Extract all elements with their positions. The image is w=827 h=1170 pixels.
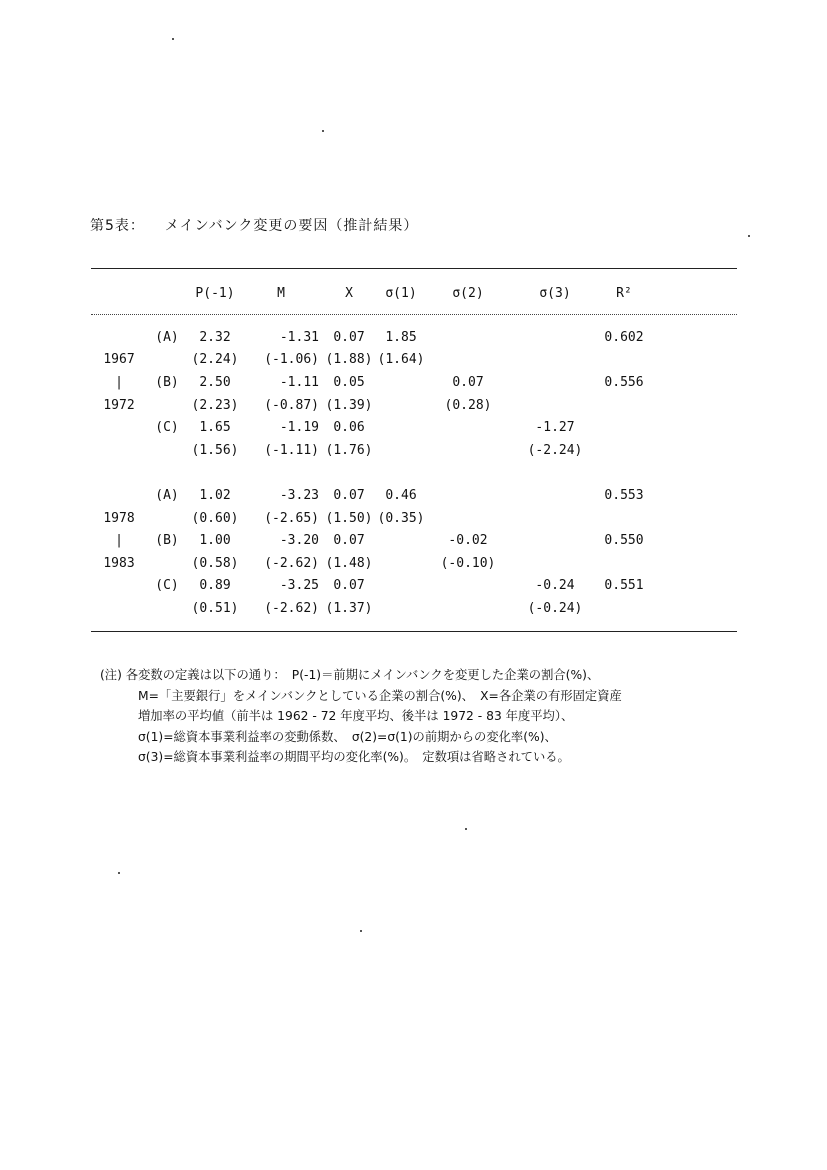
- cell-model: (B): [155, 533, 179, 549]
- cell-sigma1: [377, 371, 425, 394]
- cell-sigma2: [425, 597, 511, 620]
- cell-year: [91, 597, 147, 620]
- cell-p: 2.50: [199, 374, 231, 390]
- cell-r2: [599, 416, 649, 439]
- scan-speck: [748, 235, 750, 237]
- table-row: [91, 439, 649, 462]
- cell-r2: 0.550: [604, 533, 644, 549]
- cell-sigma3: [511, 394, 599, 417]
- cell-sigma1: [377, 462, 425, 485]
- table-row: [91, 507, 649, 530]
- cell-model: [147, 507, 187, 530]
- cell-sigma1: (1.64): [377, 352, 425, 368]
- cell-p: (0.51): [191, 600, 239, 616]
- table-row: [91, 394, 649, 417]
- table-row: [91, 326, 649, 349]
- cell-sigma3: [511, 484, 599, 507]
- cell-p: [187, 462, 243, 485]
- cell-m: (-0.87): [264, 397, 319, 413]
- header-sigma3: σ(3): [539, 285, 571, 301]
- header-rule: [91, 314, 737, 315]
- cell-model: [147, 462, 187, 485]
- cell-model: [147, 597, 187, 620]
- cell-year: [91, 484, 147, 507]
- cell-model: (C): [155, 578, 179, 594]
- table-title-text: メインバンク変更の要因（推計結果）: [164, 218, 419, 234]
- header-sigma1: σ(1): [385, 285, 417, 301]
- cell-r2: [599, 507, 649, 530]
- cell-x: 0.05: [333, 374, 365, 390]
- cell-sigma1: [377, 552, 425, 575]
- cell-x: 0.07: [333, 533, 365, 549]
- cell-x: (1.39): [325, 397, 373, 413]
- cell-year: [91, 439, 147, 462]
- cell-r2: [599, 394, 649, 417]
- cell-p: 1.00: [199, 533, 231, 549]
- cell-p: 0.89: [199, 578, 231, 594]
- cell-r2: [599, 439, 649, 462]
- footnote-line: σ(3)=総資本事業利益率の期間平均の変化率(%)。 定数項は省略されている。: [138, 750, 570, 764]
- cell-sigma1: [377, 439, 425, 462]
- table-row: [91, 371, 649, 394]
- cell-sigma2: [425, 462, 511, 485]
- top-rule: [91, 268, 737, 269]
- cell-sigma2: [425, 416, 511, 439]
- cell-year: 1967: [103, 352, 135, 368]
- cell-sigma1: [377, 575, 425, 598]
- cell-sigma3: [511, 462, 599, 485]
- cell-x: 0.07: [333, 487, 365, 503]
- cell-sigma3: [511, 529, 599, 552]
- header-row: [91, 282, 649, 304]
- cell-m: (-2.62): [264, 600, 319, 616]
- bottom-rule: [91, 631, 737, 632]
- cell-r2: 0.551: [604, 578, 644, 594]
- cell-m: -1.11: [279, 374, 319, 390]
- cell-p: (1.56): [191, 442, 239, 458]
- cell-sigma1: [377, 597, 425, 620]
- table-row: [91, 529, 649, 552]
- table-row: [91, 349, 649, 372]
- scan-speck: [118, 872, 120, 874]
- header-model: [147, 282, 187, 304]
- cell-x: (1.48): [325, 555, 373, 571]
- header-table: [91, 282, 649, 304]
- cell-sigma2: [425, 439, 511, 462]
- cell-model: [147, 439, 187, 462]
- scan-speck: [465, 828, 467, 830]
- cell-r2: 0.553: [604, 487, 644, 503]
- footnote-line: σ(1)=総資本事業利益率の変動係数、 σ(2)=σ(1)の前期からの変化率(%)、: [138, 729, 557, 744]
- table-row: [91, 484, 649, 507]
- regression-table: [91, 326, 649, 620]
- cell-sigma3: [511, 507, 599, 530]
- table-row: [91, 462, 649, 485]
- cell-m: [243, 462, 321, 485]
- cell-sigma2: [425, 575, 511, 598]
- cell-m: -1.19: [279, 420, 319, 436]
- cell-x: (1.50): [325, 510, 373, 526]
- cell-year: 1983: [103, 555, 135, 571]
- cell-r2: [599, 462, 649, 485]
- cell-p: (0.60): [191, 510, 239, 526]
- cell-model: [147, 349, 187, 372]
- table-title: [90, 215, 418, 235]
- table-row: [91, 575, 649, 598]
- header-x: X: [345, 285, 353, 301]
- cell-model: [147, 394, 187, 417]
- cell-sigma3: [511, 349, 599, 372]
- cell-sigma3: (-2.24): [527, 442, 583, 458]
- cell-sigma1: 0.46: [385, 487, 417, 503]
- cell-year: [91, 326, 147, 349]
- cell-sigma3: -0.24: [535, 578, 575, 594]
- cell-sigma2: [425, 484, 511, 507]
- cell-sigma1: (0.35): [377, 510, 425, 526]
- cell-m: (-1.06): [264, 352, 319, 368]
- footnote: [100, 665, 740, 768]
- header-p: P(-1): [195, 285, 235, 301]
- cell-sigma2: (0.28): [444, 397, 492, 413]
- cell-sigma2: [425, 326, 511, 349]
- cell-sigma3: [511, 552, 599, 575]
- cell-sigma2: 0.07: [452, 374, 484, 390]
- cell-model: (C): [155, 420, 179, 436]
- header-sigma2: σ(2): [452, 285, 484, 301]
- cell-p: 1.02: [199, 487, 231, 503]
- cell-r2: [599, 349, 649, 372]
- cell-r2: 0.556: [604, 374, 644, 390]
- cell-p: 1.65: [199, 420, 231, 436]
- scan-speck: [322, 130, 324, 132]
- cell-sigma2: [425, 349, 511, 372]
- table-number-label: 第5表：: [90, 218, 145, 234]
- header-year: [91, 282, 147, 304]
- cell-p: (2.23): [191, 397, 239, 413]
- cell-r2: [599, 597, 649, 620]
- cell-year: [91, 575, 147, 598]
- cell-p: 2.32: [199, 329, 231, 345]
- cell-m: -3.23: [279, 487, 319, 503]
- cell-sigma1: [377, 416, 425, 439]
- cell-r2: 0.602: [604, 329, 644, 345]
- cell-x: (1.76): [325, 442, 373, 458]
- cell-year: |: [115, 374, 123, 390]
- cell-year: [91, 462, 147, 485]
- footnote-line: (注) 各変数の定義は以下の通り： P(-1)＝前期にメインバンクを変更した企業の割合(%)、: [100, 668, 600, 682]
- header-r2: R²: [616, 285, 632, 301]
- cell-m: (-2.62): [264, 555, 319, 571]
- cell-x: (1.88): [325, 352, 373, 368]
- cell-m: (-2.65): [264, 510, 319, 526]
- header-m: M: [277, 285, 285, 301]
- cell-model: (B): [155, 374, 179, 390]
- cell-m: -3.20: [279, 533, 319, 549]
- cell-sigma2: (-0.10): [440, 555, 496, 571]
- cell-sigma3: (-0.24): [527, 600, 583, 616]
- cell-sigma3: -1.27: [535, 420, 575, 436]
- footnote-line: 増加率の平均値（前半は 1962 - 72 年度平均、後半は 1972 - 83 年度平均）、: [138, 709, 574, 723]
- cell-year: [91, 416, 147, 439]
- cell-sigma1: [377, 394, 425, 417]
- cell-m: -1.31: [279, 329, 319, 345]
- cell-m: -3.25: [279, 578, 319, 594]
- cell-year: |: [115, 533, 123, 549]
- table-row: [91, 597, 649, 620]
- cell-sigma1: [377, 529, 425, 552]
- cell-x: 0.06: [333, 420, 365, 436]
- cell-m: (-1.11): [264, 442, 319, 458]
- cell-r2: [599, 552, 649, 575]
- cell-x: 0.07: [333, 578, 365, 594]
- scan-speck: [172, 38, 174, 40]
- footnote-line: M=「主要銀行」をメインバンクとしている企業の割合(%)、 X=各企業の有形固定資産: [138, 688, 622, 703]
- cell-model: [147, 552, 187, 575]
- cell-year: 1972: [103, 397, 135, 413]
- cell-year: 1978: [103, 510, 135, 526]
- cell-model: (A): [155, 329, 179, 345]
- cell-model: (A): [155, 487, 179, 503]
- cell-x: (1.37): [325, 600, 373, 616]
- table-row: [91, 416, 649, 439]
- cell-sigma3: [511, 371, 599, 394]
- cell-p: (2.24): [191, 352, 239, 368]
- scan-speck: [360, 930, 362, 932]
- cell-sigma3: [511, 326, 599, 349]
- cell-x: 0.07: [333, 329, 365, 345]
- cell-p: (0.58): [191, 555, 239, 571]
- cell-sigma2: -0.02: [448, 533, 488, 549]
- table-row: [91, 552, 649, 575]
- cell-x: [321, 462, 377, 485]
- cell-sigma1: 1.85: [385, 329, 417, 345]
- cell-sigma2: [425, 507, 511, 530]
